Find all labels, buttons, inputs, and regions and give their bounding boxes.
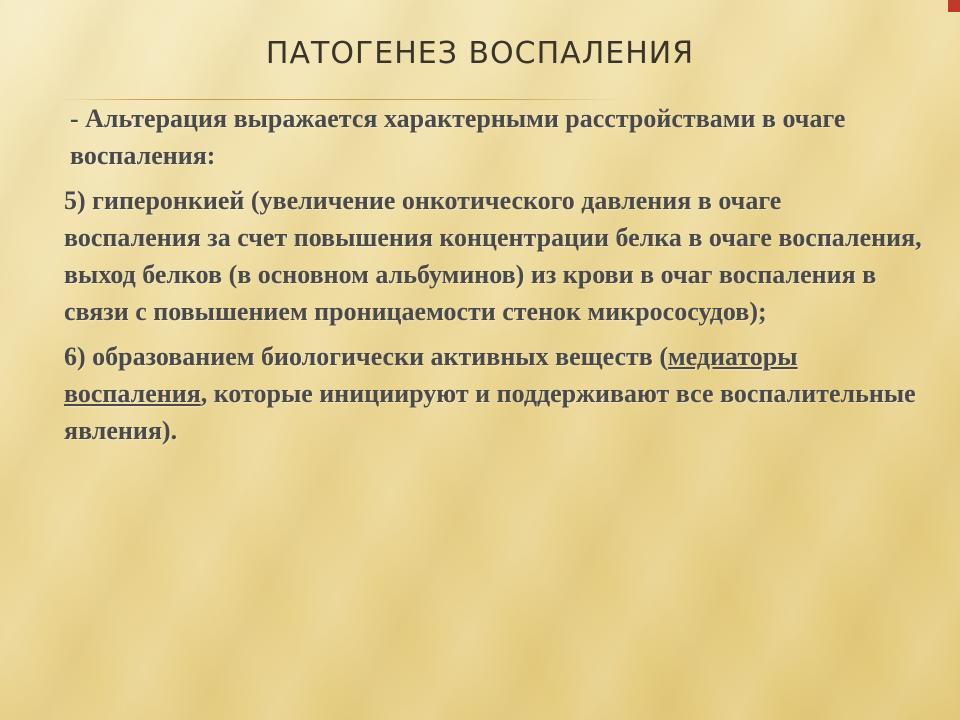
slide-title: ПАТОГЕНЕЗ ВОСПАЛЕНИЯ (265, 36, 695, 71)
paragraph-item-6 (64, 338, 924, 449)
item-6-suffix: , которые инициируют и поддерживают все воспалительные явления). (64, 379, 916, 445)
slide-body (64, 100, 924, 457)
paragraph-item-5: 5) гиперонкией (увеличение онкотического давления в очаге воспаления за счет повышения концентрации белка в очаге воспаления, выход белков (в основном альбуминов) из крови в очаг воспаления в связи с повышением проницаемости стенок микрососудов); (64, 186, 922, 326)
mediators-link[interactable]: медиаторы воспаления (64, 342, 798, 408)
corner-accent (948, 0, 960, 12)
item-6-prefix: 6) образованием биологически активных веществ ( (64, 342, 669, 371)
paragraph-intro: - Альтерация выражается характерными расстройствами в очаге воспаления: (70, 104, 846, 170)
